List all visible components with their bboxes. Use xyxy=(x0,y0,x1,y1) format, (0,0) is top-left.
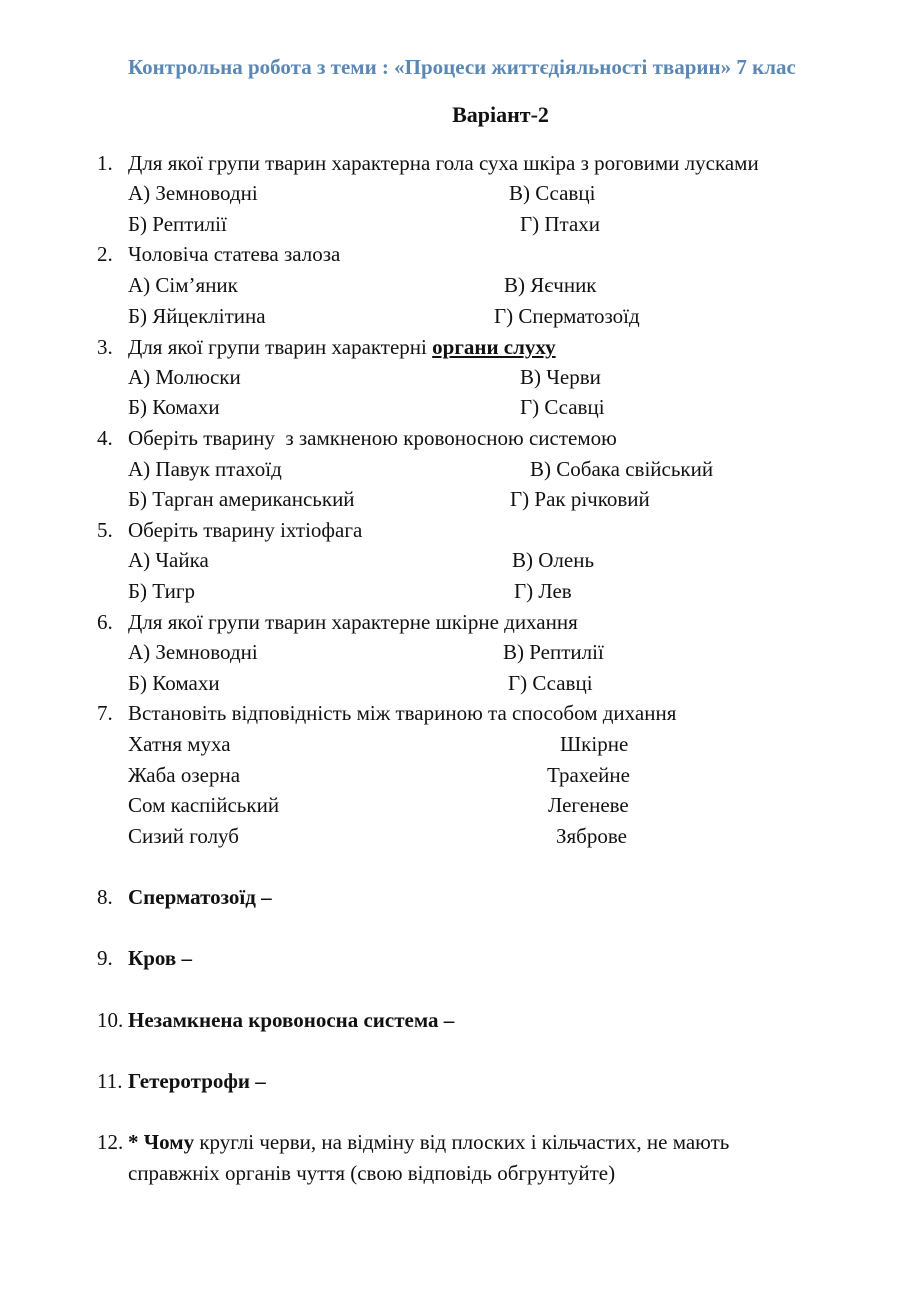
breathing-type: Легеневе xyxy=(548,793,629,817)
question-text: Оберіть тварину з замкненою кровоносною системою xyxy=(128,426,617,450)
question-text: Чоловіча статева залоза xyxy=(128,242,341,266)
option-v: В) Черви xyxy=(520,365,601,389)
test-title: Контрольна робота з теми : «Процеси життєдіяльності тварин» 7 клас xyxy=(128,55,796,79)
question-text-emphasis: органи слуху xyxy=(432,335,556,359)
question-text xyxy=(128,334,556,360)
option-g: Г) Рак річковий xyxy=(510,487,650,511)
option-b: Б) Комахи xyxy=(128,395,220,419)
option-b: Б) Комахи xyxy=(128,671,220,695)
question-text: Для якої групи тварин характерна гола суха шкіра з роговими лусками xyxy=(128,151,759,175)
variant-label: Варіант-2 xyxy=(452,102,549,127)
animal: Хатня муха xyxy=(128,732,231,756)
option-g: Г) Лев xyxy=(514,579,572,603)
definition-term: Сперматозоїд – xyxy=(128,885,272,909)
option-a: А) Молюски xyxy=(128,365,241,389)
definition-term: Гетеротрофи – xyxy=(128,1069,266,1093)
question-number: 6. xyxy=(97,610,113,634)
question-text: Оберіть тварину іхтіофага xyxy=(128,518,363,542)
question-number: 1. xyxy=(97,151,113,175)
option-v: В) Олень xyxy=(512,548,595,572)
question-number: 3. xyxy=(97,335,113,359)
question-number: 7. xyxy=(97,701,113,725)
question-number: 12. xyxy=(97,1130,124,1154)
option-v: В) Ссавці xyxy=(509,181,596,205)
definition-term: Незамкнена кровоносна система – xyxy=(128,1008,455,1032)
breathing-type: Зяброве xyxy=(556,824,627,848)
option-b: Б) Тарган американський xyxy=(128,487,355,511)
breathing-type: Шкірне xyxy=(560,732,629,756)
question-number: 2. xyxy=(97,242,113,266)
question-text-start: Для якої групи тварин характерні xyxy=(128,335,433,359)
question-text: Для якої групи тварин характерне шкірне дихання xyxy=(128,610,578,634)
animal: Жаба озерна xyxy=(128,763,241,787)
option-a: А) Чайка xyxy=(128,548,209,572)
option-g: Г) Ссавці xyxy=(508,671,593,695)
question-number: 9. xyxy=(97,946,113,970)
question-text: Встановіть відповідність між твариною та способом дихання xyxy=(128,701,677,725)
animal: Сом каспійський xyxy=(128,793,280,817)
option-a: А) Земноводні xyxy=(128,181,258,205)
option-a: А) Павук птахоїд xyxy=(128,457,282,481)
question-number: 8. xyxy=(97,885,113,909)
option-v: В) Яєчник xyxy=(504,273,597,297)
question-number: 5. xyxy=(97,518,113,542)
question-star-word: * Чому xyxy=(128,1130,195,1154)
option-g: Г) Ссавці xyxy=(520,395,605,419)
option-g: Г) Сперматозоїд xyxy=(494,304,640,328)
option-b: Б) Рептилії xyxy=(128,212,227,236)
option-b: Б) Тигр xyxy=(128,579,195,603)
option-a: А) Земноводні xyxy=(128,640,258,664)
breathing-type: Трахейне xyxy=(547,763,630,787)
question-text xyxy=(128,1129,729,1155)
question-number: 10. xyxy=(97,1008,124,1032)
option-b: Б) Яйцеклітина xyxy=(128,304,266,328)
animal: Сизий голуб xyxy=(128,824,239,848)
question-text: справжніх органів чуття (свою відповідь обгрунтуйте) xyxy=(128,1161,616,1185)
option-a: А) Сім’яник xyxy=(128,273,238,297)
option-v: В) Рептилії xyxy=(503,640,604,664)
option-g: Г) Птахи xyxy=(520,212,601,236)
definition-term: Кров – xyxy=(128,946,192,970)
question-number: 4. xyxy=(97,426,113,450)
option-v: В) Собака свійський xyxy=(530,457,714,481)
question-number: 11. xyxy=(97,1069,123,1093)
question-text-rest: круглі черви, на відміну від плоских і кільчастих, не мають xyxy=(194,1130,730,1154)
